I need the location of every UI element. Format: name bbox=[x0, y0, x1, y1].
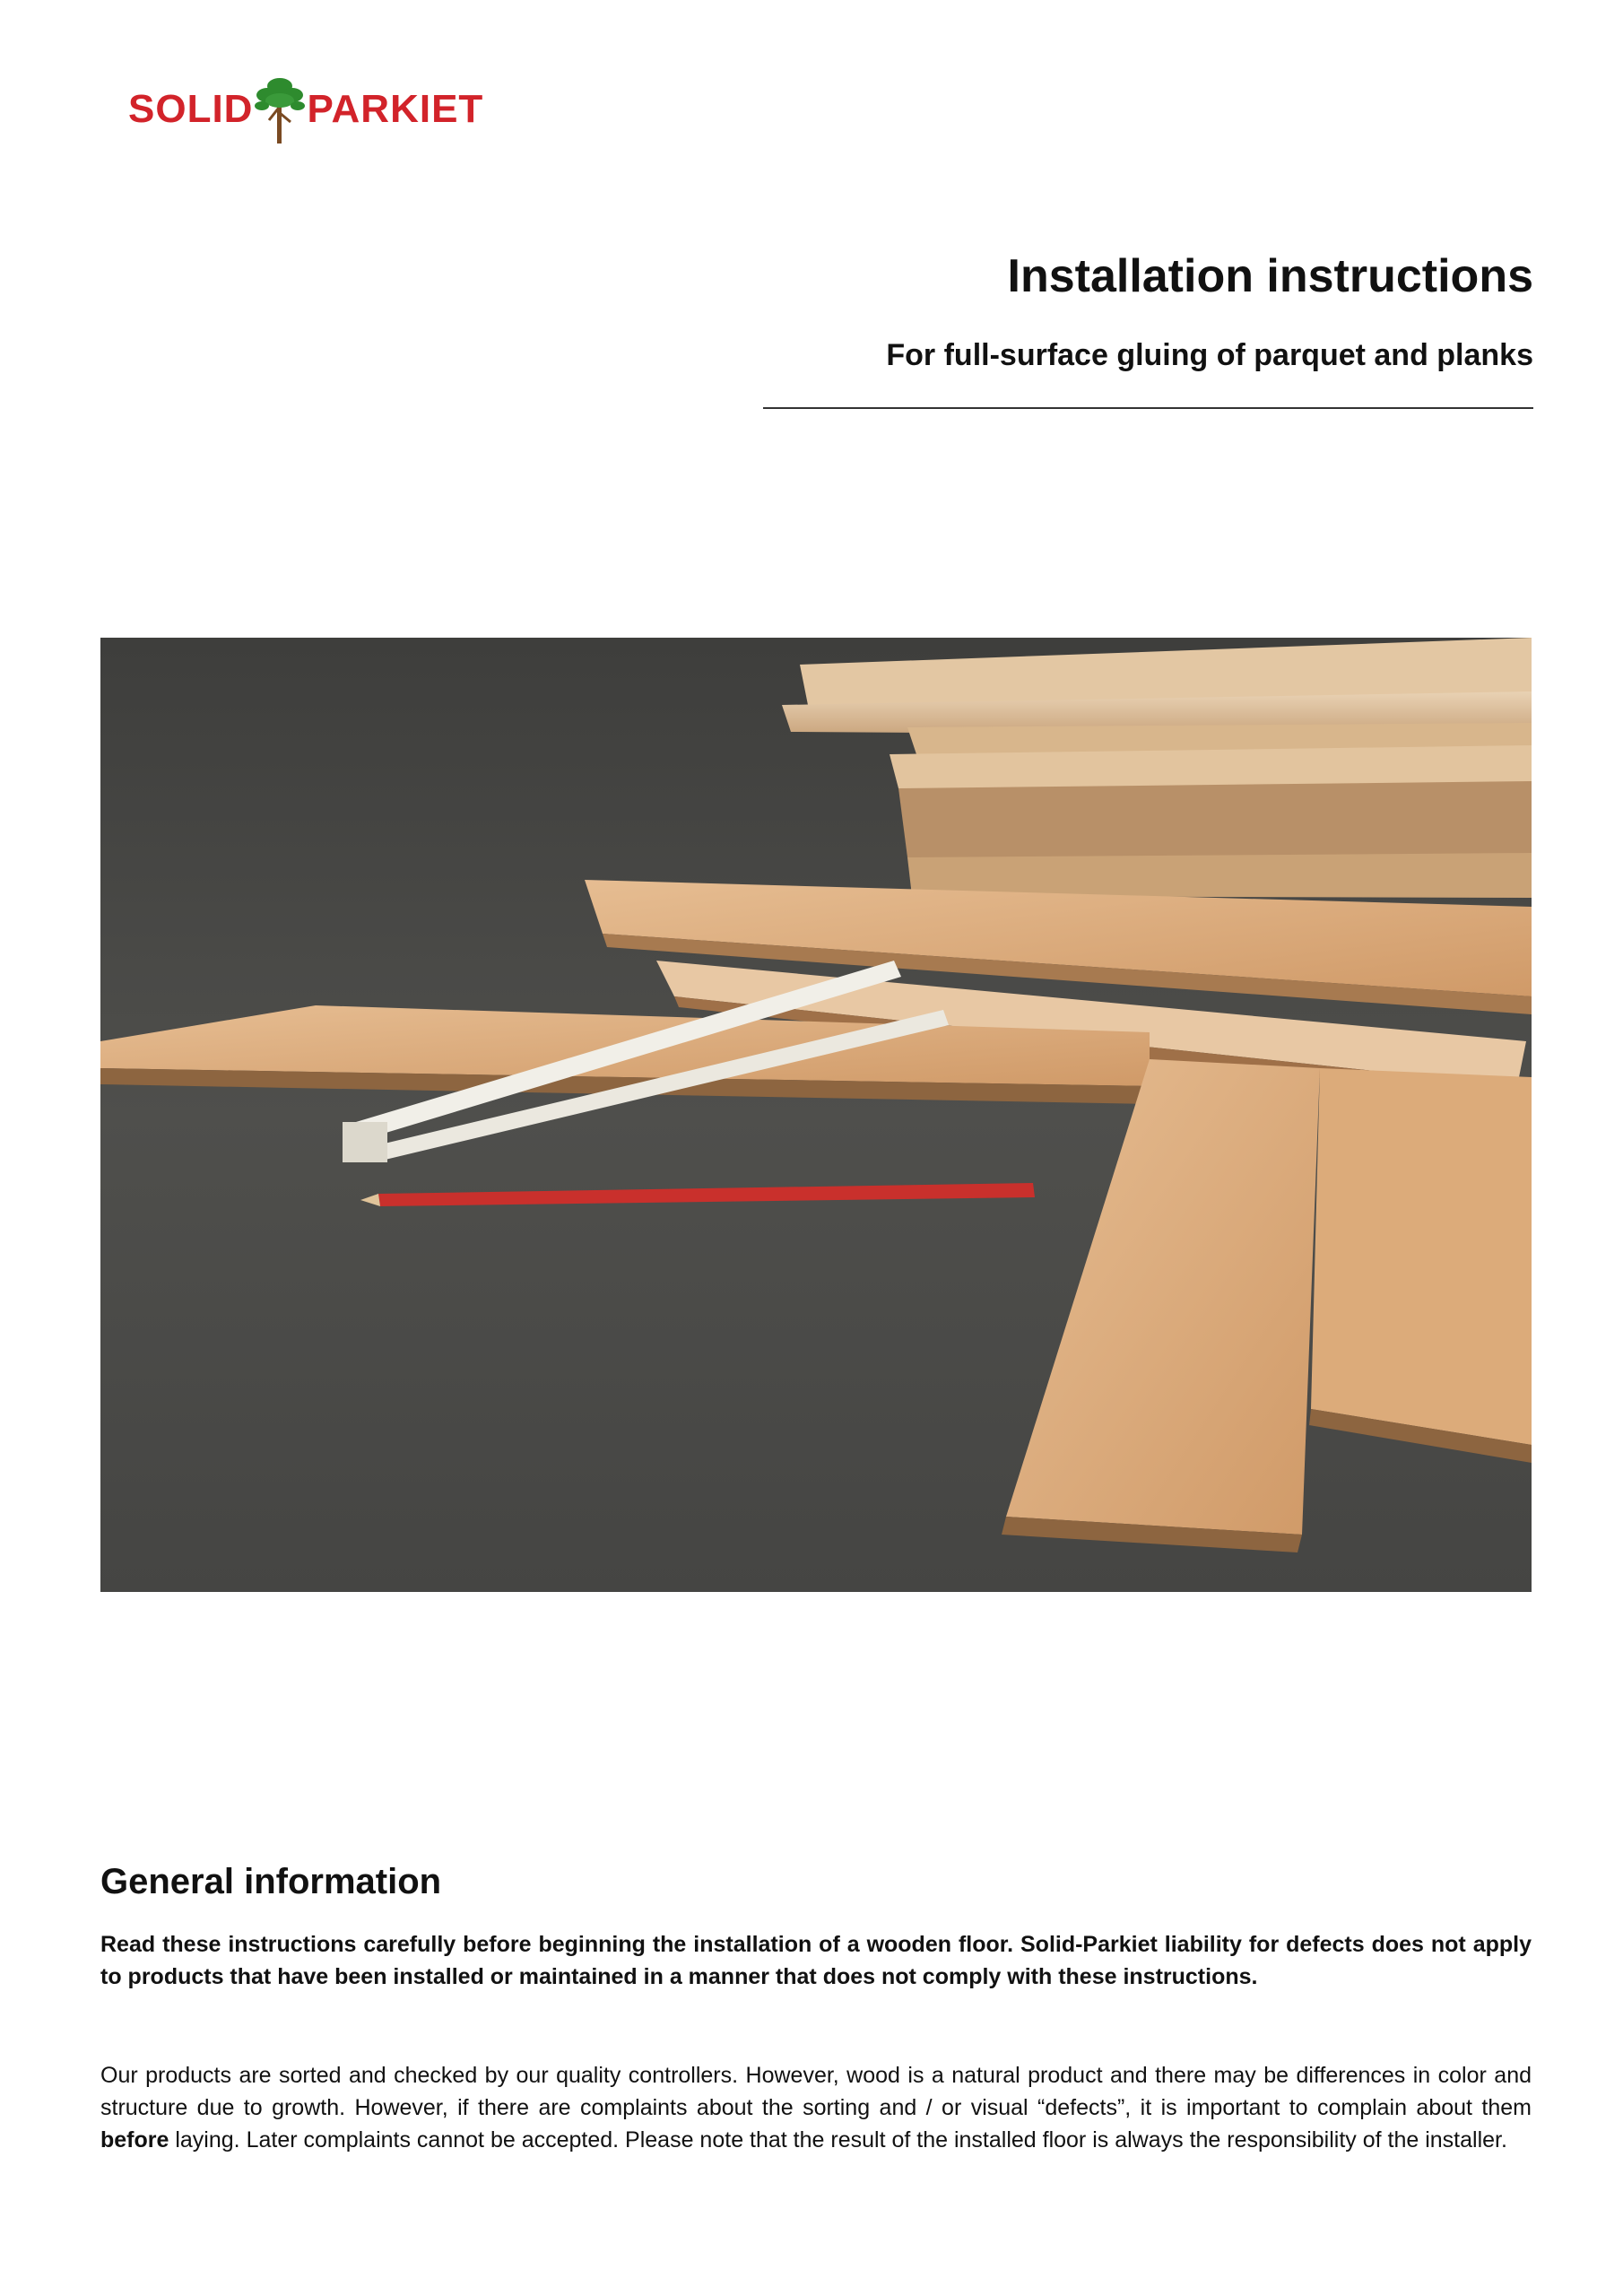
logo-text-parkiet: PARKIET bbox=[307, 87, 484, 131]
brand-logo bbox=[128, 74, 483, 145]
document-subtitle: For full-surface gluing of parquet and planks bbox=[886, 338, 1533, 372]
logo-text-solid: SOLID bbox=[128, 87, 254, 131]
quality-paragraph-emphasis: before bbox=[100, 2127, 169, 2152]
tree-icon bbox=[255, 74, 305, 145]
quality-paragraph bbox=[100, 2059, 1532, 2156]
wood-planks-photo bbox=[100, 638, 1532, 1592]
section-heading-general-information: General information bbox=[100, 1862, 442, 1901]
quality-paragraph-part1: Our products are sorted and checked by our quality controllers. However, wood is a natural product and there may be differences in color and structure due to growth. However, if there are complaints about the sorting and / or visual “defects”, it is important to complain about them bbox=[100, 2063, 1532, 2120]
intro-warning-paragraph: Read these instructions carefully before beginning the installation of a wooden floor. Solid-Parkiet liability for defects does not apply to products that have been installed or maintained in a manner that does not comply with these instructions. bbox=[100, 1932, 1532, 1989]
quality-paragraph-part2: laying. Later complaints cannot be accepted. Please note that the result of the installed floor is always the responsibility of the installer. bbox=[169, 2127, 1507, 2152]
header-divider bbox=[763, 407, 1533, 409]
document-title: Installation instructions bbox=[1007, 250, 1533, 302]
